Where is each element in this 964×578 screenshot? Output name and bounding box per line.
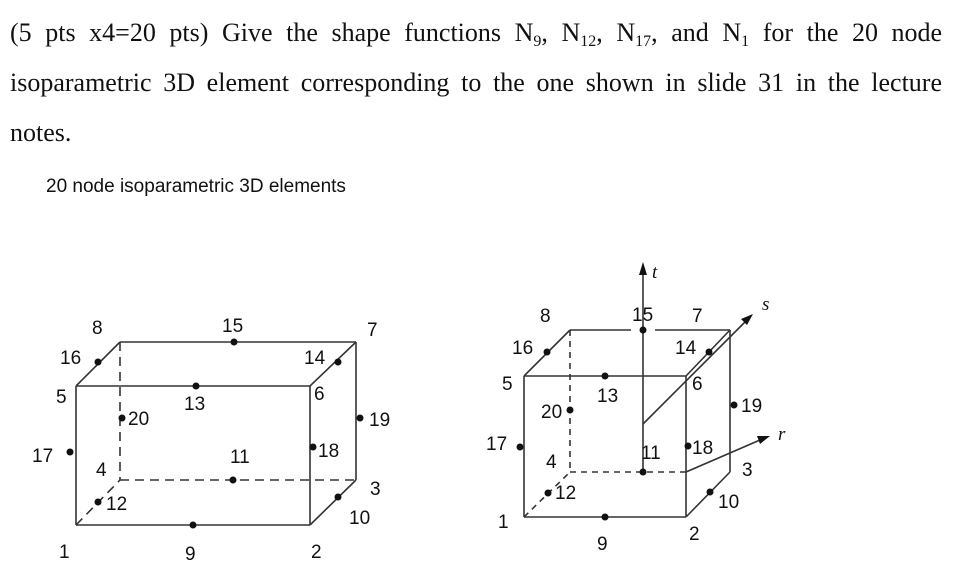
shape-fn-n9: $N_9$: [514, 18, 542, 50]
left-label-16: 16: [60, 348, 82, 369]
left-node-dot-17: [67, 449, 74, 456]
left-node-dot-13: [193, 383, 200, 390]
axis-r-label: r: [778, 424, 786, 445]
shape-fn-n17: $N_{17}$: [616, 18, 652, 50]
axis-s-label: s: [762, 294, 770, 315]
right-label-2: 2: [689, 524, 700, 545]
left-label-18: 18: [318, 441, 340, 462]
right-node-dot-13: [602, 373, 609, 380]
right-label-5: 5: [502, 374, 513, 395]
right-node-dot-16: [544, 349, 551, 356]
right-node-dot-20: [567, 407, 574, 414]
left-label-5: 5: [56, 387, 67, 408]
question-intro: Give the shape functions: [222, 18, 502, 47]
right-label-20: 20: [541, 402, 563, 423]
right-label-14: 14: [675, 338, 697, 359]
right-label-13: 13: [597, 386, 619, 407]
right-node-dot-14: [706, 349, 713, 356]
left-label-17: 17: [32, 446, 54, 467]
left-node-dot-14: [335, 359, 342, 366]
right-label-3: 3: [742, 460, 753, 481]
left-node-dot-12: [95, 499, 102, 506]
right-node-dot-12: [545, 490, 552, 497]
left-node-dot-15: [231, 339, 238, 346]
left-label-13: 13: [184, 394, 206, 415]
right-label-19: 19: [741, 396, 763, 417]
left-node-dot-10: [335, 494, 342, 501]
left-node-dot-18: [310, 444, 317, 451]
right-node-dot-17: [517, 444, 524, 451]
left-node-dot-11: [230, 477, 237, 484]
left-label-15: 15: [222, 316, 244, 337]
right-label-7: 7: [692, 306, 703, 327]
shape-fn-n12: $N_{12}$: [561, 18, 597, 50]
right-label-10: 10: [718, 492, 740, 513]
right-node-dot-11: [640, 469, 647, 476]
right-node-dot-10: [707, 489, 714, 496]
left-label-4: 4: [96, 460, 107, 481]
right-label-12: 12: [555, 483, 577, 504]
left-node-labels: [32, 316, 390, 565]
question-text: (5 pts x4=20 pts) Give the shape functions $N_9$, $N_{12}$, $N_{17}$, and $N_1$ for the 20 node isoparametric 3D element corresponding to the one shown in slide 31 in the lecture notes.: [10, 18, 943, 147]
right-label-15: 15: [632, 305, 654, 326]
right-label-17: 17: [486, 434, 508, 455]
left-label-1: 1: [59, 542, 70, 563]
axis-t-label: t: [652, 262, 658, 283]
left-node-dot-9: [190, 522, 197, 529]
right-node-dot-15: [640, 327, 647, 334]
left-label-10: 10: [349, 508, 371, 529]
left-label-6: 6: [314, 384, 325, 405]
right-label-1: 1: [498, 512, 509, 533]
left-node-dot-19: [357, 415, 364, 422]
right-label-11: 11: [641, 443, 661, 464]
right-element: [524, 262, 770, 517]
right-node-dot-19: [731, 402, 738, 409]
right-node-dot-18: [685, 443, 692, 450]
shape-fn-n1: $N_1$: [722, 18, 750, 50]
left-label-7: 7: [367, 320, 378, 341]
right-label-9: 9: [597, 534, 608, 555]
right-label-16: 16: [512, 338, 534, 359]
left-label-20: 20: [128, 409, 150, 430]
left-label-11: 11: [230, 447, 250, 468]
left-label-19: 19: [369, 410, 391, 431]
right-label-6: 6: [692, 374, 703, 395]
right-label-18: 18: [692, 438, 714, 459]
question-rest: for the 20 node isoparametric 3D element corresponding to the one shown in slide 31 in the lecture notes.: [10, 18, 943, 147]
right-label-4: 4: [546, 452, 557, 473]
left-label-12: 12: [106, 494, 128, 515]
right-label-8: 8: [540, 306, 551, 327]
left-label-2: 2: [311, 542, 322, 563]
right-node-dot-9: [602, 514, 609, 521]
question-points: (5 pts x4=20 pts): [10, 18, 209, 47]
left-label-8: 8: [92, 318, 103, 339]
right-axis-labels: [652, 262, 786, 445]
left-label-9: 9: [185, 544, 196, 565]
left-node-dot-16: [95, 359, 102, 366]
left-label-3: 3: [370, 479, 381, 500]
figure-title: 20 node isoparametric 3D elements: [46, 176, 346, 197]
left-label-14: 14: [304, 348, 326, 369]
left-node-dot-20: [119, 415, 126, 422]
right-node-dots: [517, 327, 738, 521]
